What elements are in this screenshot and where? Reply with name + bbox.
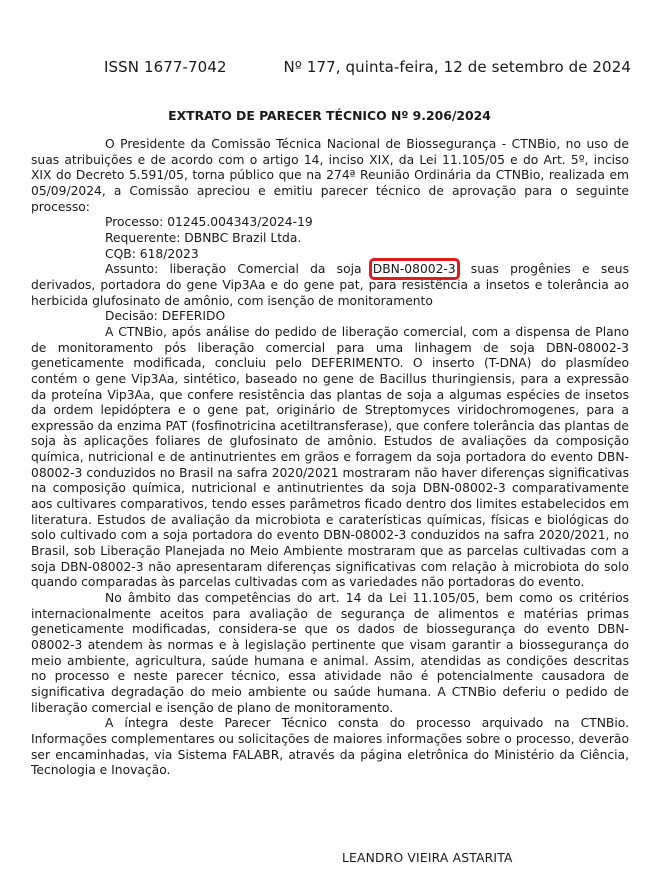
decision-line: Decisão: DEFERIDO (105, 309, 226, 324)
contact-paragraph: A íntegra deste Parecer Técnico consta do processo arquivado na CTNBio. Informações complementares ou solicitações de maiores informações sobre o processo, deverão ser encaminhadas, via Sistema FALABR, através da página eletrônica do Ministério da Ciência, Tecnologia e Inovação. (31, 716, 629, 778)
process-line: Processo: 01245.004343/2024-19 (105, 215, 313, 230)
document-title: EXTRATO DE PARECER TÉCNICO Nº 9.206/2024 (168, 108, 491, 123)
subject-before: Assunto: liberação Comercial da soja (105, 262, 373, 277)
highlighted-event-code: DBN-08002-3 (372, 262, 456, 277)
analysis-paragraph: A CTNBio, após análise do pedido de liberação comercial, com a dispensa de Plano de monitoramento pós liberação comercial para uma linhagem de soja DBN-08002-3 geneticamente modificada, concluiu pelo DEFERIMENTO. O inserto (T-DNA) do plasmídeo contém o gene Vip3Aa, sintético, baseado no gene de Bacillus thuringiensis, para a expressão da proteína Vip3Aa, que confere resistência das plantas de soja a algumas espécies de insetos da ordem lepidóptera e o gene pat, originário de Streptomyces viridochromogenes, para a expressão da enzima PAT (fosfinotricina acetiltransferase), que confere tolerância das plantas de soja às aplicações foliares de glufosinato de amônio. Estudos de avaliações da composição química, nutricional e de antinutrientes em grãos e forragem da soja portadora do evento DBN-08002-3 conduzidos no Brasil na safra 2020/2021 mostraram não haver diferenças significativas na composição química, nutricional e antinutrientes da soja DBN-08002-3 comparativamente aos cultivares comparativos, tendo esses parâmetros ficado dentro dos limites estabelecidos em literatura. Estudos de avaliação da microbiota e caraterísticas químicas, físicas e biológicas do solo cultivado com a soja portadora do evento DBN-08002-3 conduzidos na safra 2020/2021, no Brasil, sob Liberação Planejada no Meio Ambiente mostraram que as parcelas cultivadas com a soja DBN-08002-3 não apresentaram diferenças significativas com relação à microbiota do solo quando comparadas às parcelas cultivadas com as variedades não portadoras do evento. (31, 324, 629, 590)
competence-paragraph: No âmbito das competências do art. 14 da Lei 11.105/05, bem como os critérios internacionalmente aceitos para avaliação de segurança de alimentos e matérias primas geneticamente modificadas, considera-se que os dados de biossegurança do evento DBN-08002-3 atendem às normas e à legislação pertinente que visam garantir a biossegurança do meio ambiente, agricultura, saúde humana e animal. Assim, atendidas as condições descritas no processo e neste parecer técnico, essa atividade não é potencialmente causadora de significativa degradação do meio ambiente ou saúde humana. A CTNBio deferiu o pedido de liberação comercial e isenção de plano de monitoramento. (31, 591, 629, 715)
document-body (31, 137, 629, 779)
page-header (104, 54, 631, 80)
subject-after: , suas progênies e seus derivados, portadora do gene Vip3Aa e do gene pat, para resistência a insetos e tolerância ao herbicida glufosinato de amônio, com isenção de monitoramento (31, 262, 629, 308)
issue-info: Nº 177, quinta-feira, 12 de setembro de 2024 (283, 58, 631, 76)
signature-name: LEANDRO VIEIRA ASTARITA (342, 851, 513, 865)
intro-paragraph: O Presidente da Comissão Técnica Nacional de Biossegurança - CTNBio, no uso de suas atribuições e de acordo com o artigo 14, inciso XIX, da Lei 11.105/05 e do Art. 5º, inciso XIX do Decreto 5.591/05, torna público que na 274ª Reunião Ordinária da CTNBio, realizada em 05/09/2024, a Comissão apreciou e emitiu parecer técnico de aprovação para o seguinte processo: (31, 137, 629, 214)
subject-paragraph (31, 262, 629, 309)
requester-line: Requerente: DBNBC Brazil Ltda. (105, 230, 302, 245)
cqb-line: CQB: 618/2023 (105, 246, 199, 261)
issn-label: ISSN 1677-7042 (104, 58, 227, 76)
